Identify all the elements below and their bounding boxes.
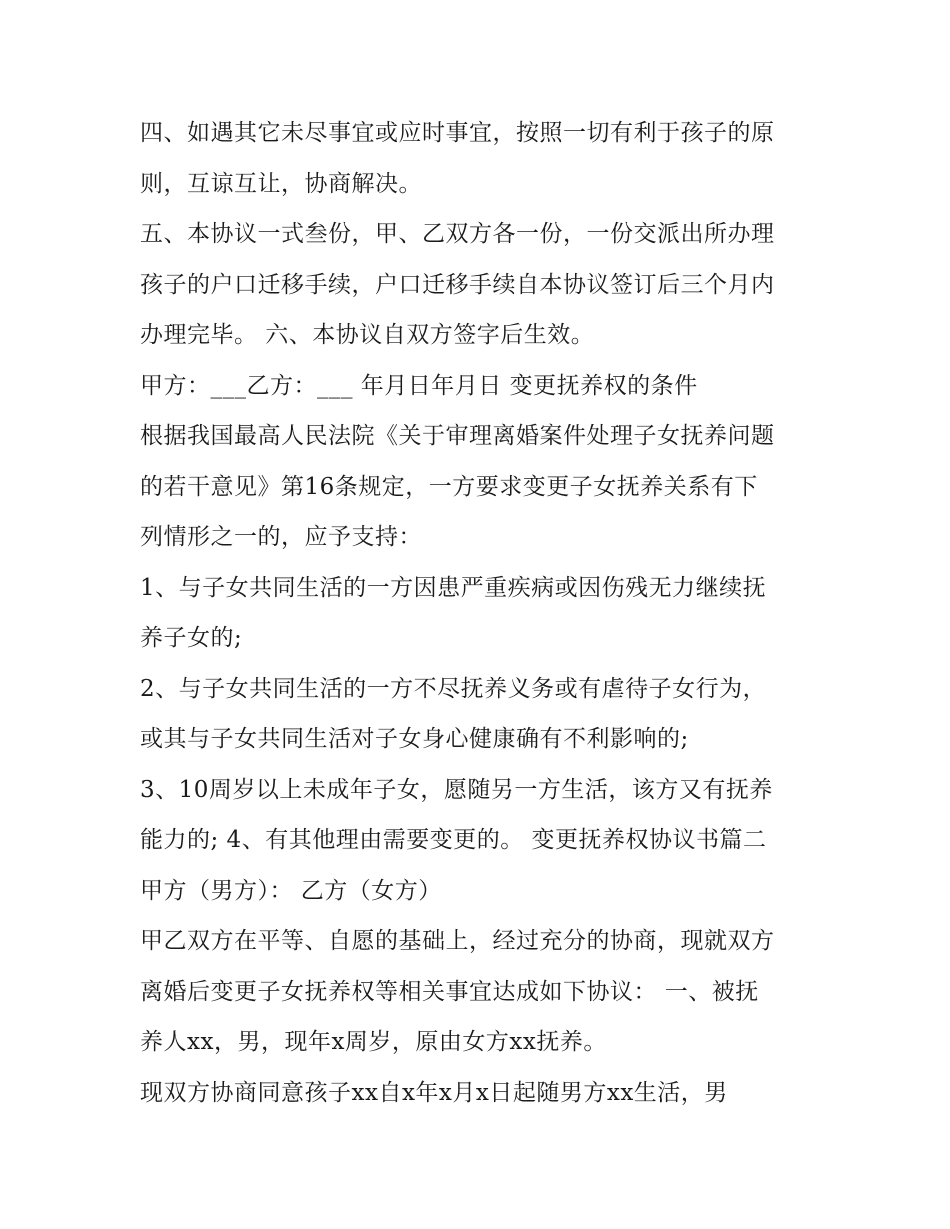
text-line: 或其与子女共同生活对子女身心健康确有不利影响的; xyxy=(140,726,689,752)
text-line: 孩子的户口迁移手续，户口迁移手续自本协议签订后三个月内 xyxy=(140,271,775,298)
text-line: 2、与子女共同生活的一方不尽抚养义务或有虐待子女行为， xyxy=(140,675,767,702)
text-line: 甲方（男方）： 乙方（女方） xyxy=(140,877,442,904)
text-line: 则，互谅互让，协商解决。 xyxy=(140,170,422,197)
text-line: 办理完毕。 六、本协议自双方签字后生效。 xyxy=(140,322,595,348)
text-line: 养人xx，男，现年x周岁，原由女方xx抚养。 xyxy=(140,1029,607,1055)
text-line: 根据我国最高人民法院《关于审理离婚案件处理子女抚养问题 xyxy=(140,423,775,449)
text-line: 五、本协议一式叁份，甲、乙双方各一份，一份交派出所办理 xyxy=(140,221,775,247)
text-line: 离婚后变更子女抚养权等相关事宜达成如下协议： 一、被抚 xyxy=(140,978,759,1005)
text-line: 列情形之一的，应予支持： xyxy=(140,524,422,550)
text-line: 1、与子女共同生活的一方因患严重疾病或因伤残无力继续抚 xyxy=(140,574,767,601)
text-line: 3、10周岁以上未成年子女，愿随另一方生活，该方又有抚养 xyxy=(140,776,773,803)
text-line: 的若干意见》第16条规定，一方要求变更子女抚养关系有下 xyxy=(140,473,758,500)
text-line: 甲乙双方在平等、自愿的基础上，经过充分的协商，现就双方 xyxy=(140,928,775,954)
document-body xyxy=(140,108,820,1118)
text-line: 能力的; 4、有其他理由需要变更的。 变更抚养权协议书篇二 xyxy=(140,827,767,853)
text-line: 甲方：___乙方：___ 年月日年月日 变更抚养权的条件 xyxy=(140,372,698,399)
text-line: 四、如遇其它未尽事宜或应时事宜，按照一切有利于孩子的原 xyxy=(140,120,775,146)
text-line: 养子女的; xyxy=(140,625,243,651)
text-line: 现双方协商同意孩子xx自x年x月x日起随男方xx生活，男 xyxy=(140,1079,728,1106)
